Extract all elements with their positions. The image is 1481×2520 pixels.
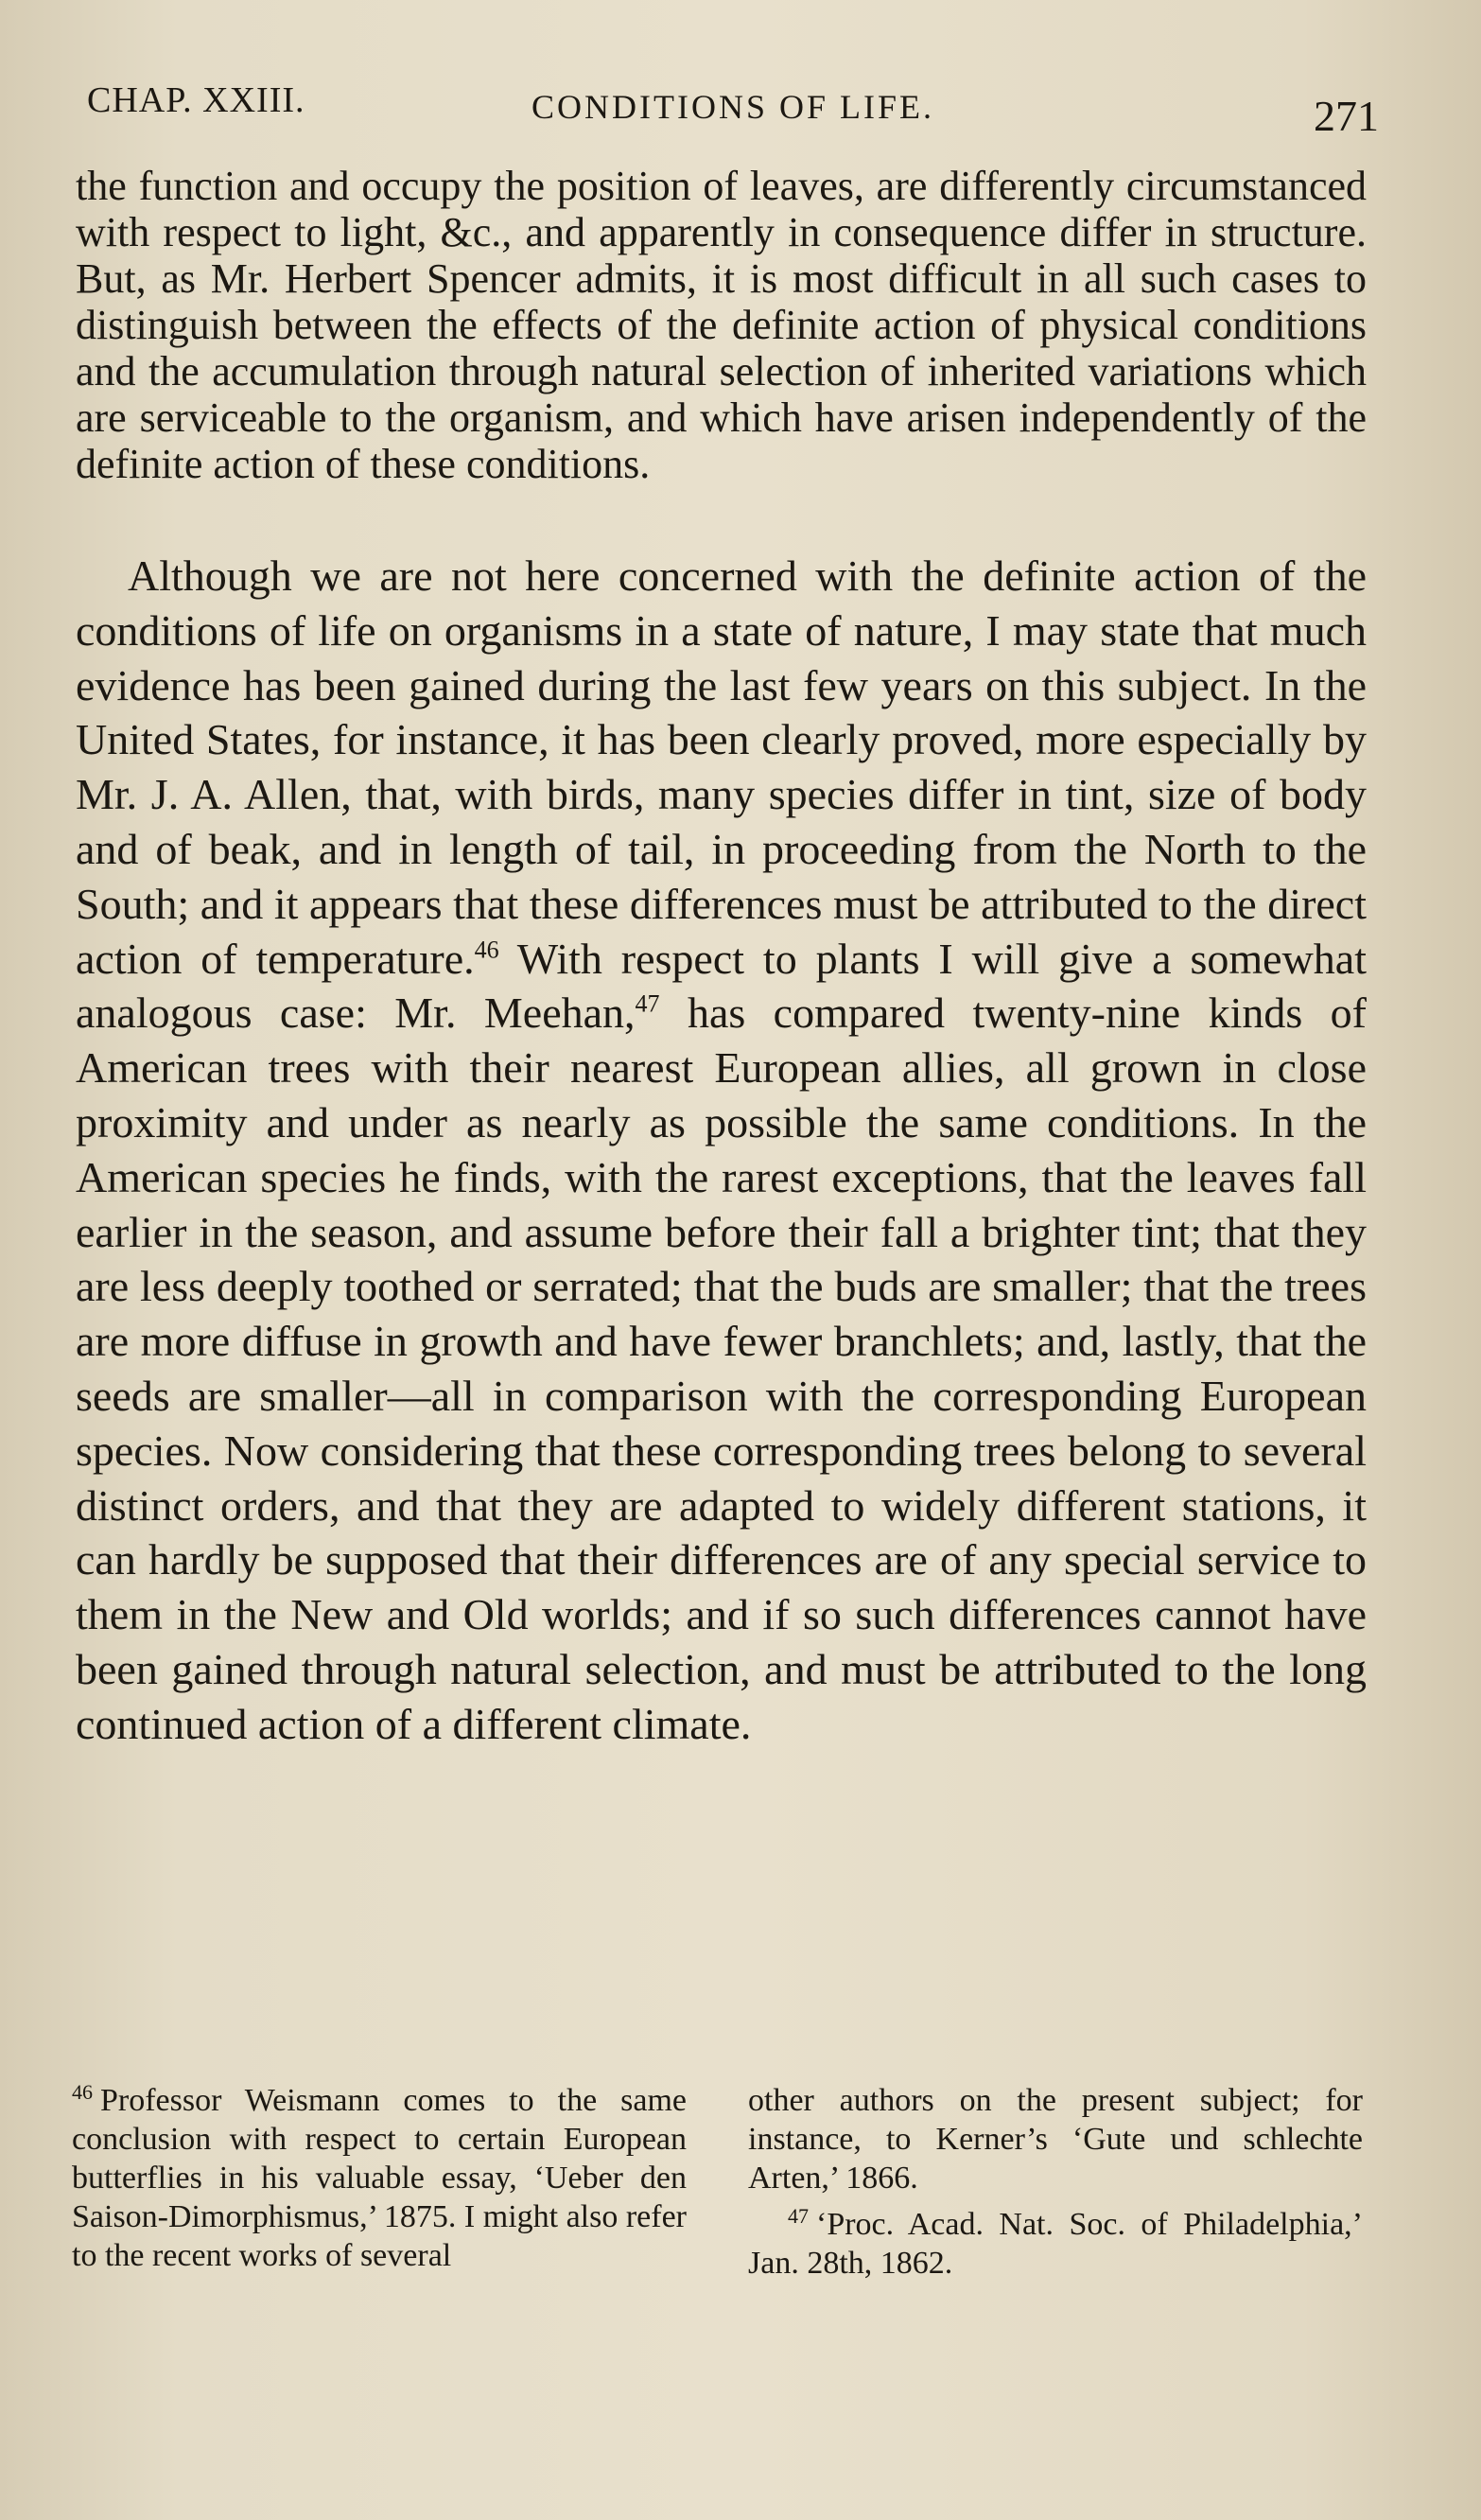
footnote-46-continued: other authors on the present subject; for instance, to Kerner’s ‘Gute und schlechte Arten,’ 1866.	[748, 2083, 1363, 2196]
footnote-46	[72, 2081, 687, 2275]
footnote-column-left	[72, 2081, 687, 2283]
footnote-47	[748, 2205, 1363, 2283]
paragraph-2-part-a: Although we are not here concerned with the definite action of the conditions of life on organisms in a state of nature, I may state that much evidence has been gained during the last few years on this subject. In the United States, for instance, it has been clearly proved, more especially by Mr. J. A. Allen, that, with birds, many species differ in tint, size of body and of beak, and in length of tail, in proceeding from the North to the South; and it appears that these differences must be attributed to the direct action of temperature.	[76, 551, 1367, 983]
footnotes	[72, 2081, 1363, 2283]
paragraph-1-text: the function and occupy the position of leaves, are differently circumstanced with respect to light, &c., and apparently in consequence differ in structure. But, as Mr. Herbert Spencer admits, it is most difficult in all such cases to distinguish between the effects of the definite action of physical conditions and the accumulation through natural selection of inherited variations which are serviceable to the organism, and which have arisen independently of the definite action of these conditions.	[76, 163, 1367, 487]
footnote-column-right	[748, 2081, 1363, 2283]
footnote-47-number: 47	[788, 2203, 809, 2228]
page-header	[87, 74, 1379, 140]
footnote-ref-47: 47	[635, 990, 660, 1019]
paragraph-2-part-b: With respect to plants I will give a somewhat analogous case: Mr. Meehan,	[76, 934, 1368, 1038]
footnote-ref-46: 46	[474, 936, 499, 964]
footnote-47-text: ‘Proc. Acad. Nat. Soc. of Philadelphia,’ Jan. 28th, 1862.	[748, 2207, 1363, 2281]
page-number: 271	[1314, 92, 1379, 140]
running-title: CONDITIONS OF LIFE.	[531, 88, 934, 126]
paragraph-2-text	[76, 549, 1367, 1752]
footnote-46-number: 46	[72, 2079, 93, 2104]
chapter-label: CHAP. XXIII.	[87, 80, 305, 120]
paragraph-2-part-c: has compared twenty-nine kinds of American trees with their nearest European allies, all grown in close proximity and under as nearly as possible the same conditions. In the American species he finds, with the rarest exceptions, that the leaves fall earlier in the season, and assume before their fall a brighter tint; that they are less deeply toothed or serrated; that the buds are smaller; that the trees are more diffuse in growth and have fewer branchlets; and, lastly, that the seeds are smaller—all in comparison with the corresponding European species. Now considering that these corresponding trees belong to several distinct orders, and that they are adapted to widely different stations, it can hardly be supposed that their differences are of any special service to them in the New and Old worlds; and if so such differences cannot have been gained through natural selection, and must be attributed to the long continued action of a different climate.	[76, 989, 1367, 1748]
footnote-46-text: Professor Weismann comes to the same conclusion with respect to certain European butterflies in his valuable essay, ‘Ueber den Saison-Dimorphismus,’ 1875. I might also refer to the recent works of several	[72, 2083, 688, 2273]
paragraph-continued	[76, 163, 1367, 487]
paragraph-main	[76, 549, 1367, 1752]
